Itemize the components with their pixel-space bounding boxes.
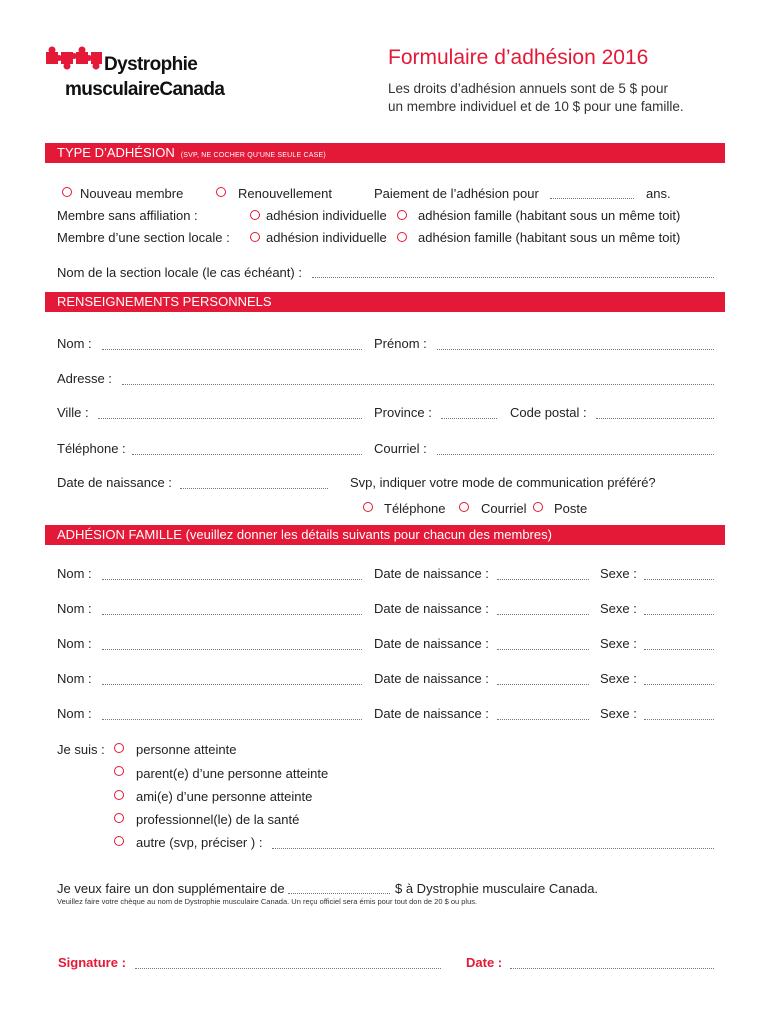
je-suis-option-professional: professionnel(le) de la santé — [136, 812, 300, 827]
donation-suffix: $ à Dystrophie musculaire Canada. — [395, 881, 599, 896]
je-suis-option-patient: personne atteinte — [136, 742, 237, 757]
family-sex-label: Sexe : — [600, 671, 637, 686]
first-name-label: Prénom : — [374, 336, 427, 351]
email-label: Courriel : — [374, 441, 427, 456]
subtitle-line1: Les droits d’adhésion annuels sont de 5 $ pour — [388, 81, 668, 96]
family-birth-label: Date de naissance : — [374, 706, 489, 721]
je-suis-radio-parent[interactable] — [114, 766, 124, 776]
postal-code-field[interactable] — [596, 418, 714, 419]
family-name-label: Nom : — [57, 601, 92, 616]
local-member-label: Membre d’une section locale : — [57, 230, 230, 245]
family-sex-label: Sexe : — [600, 566, 637, 581]
section-band-family — [45, 525, 725, 545]
city-label: Ville : — [57, 405, 89, 420]
je-suis-label: Je suis : — [57, 742, 105, 757]
family-sex-label: Sexe : — [600, 706, 637, 721]
family-name-field[interactable] — [102, 684, 362, 685]
province-field[interactable] — [441, 418, 497, 419]
family-name-label: Nom : — [57, 706, 92, 721]
address-label: Adresse : — [57, 371, 112, 386]
section-note-type: (SVP, NE COCHER QU’UNE SEULE CASE) — [180, 152, 326, 159]
section-band-personal — [45, 292, 725, 312]
birth-date-field[interactable] — [180, 488, 328, 489]
family-sex-field[interactable] — [644, 579, 714, 580]
comm-email-radio[interactable] — [459, 502, 469, 512]
unaffiliated-family-radio[interactable] — [397, 210, 407, 220]
postal-code-label: Code postal : — [510, 405, 587, 420]
family-sex-field[interactable] — [644, 649, 714, 650]
signature-field[interactable] — [135, 968, 441, 969]
new-member-label: Nouveau membre — [80, 186, 184, 201]
family-birth-label: Date de naissance : — [374, 671, 489, 686]
family-sex-label: Sexe : — [600, 636, 637, 651]
je-suis-radio-patient[interactable] — [114, 743, 124, 753]
form-title: Formulaire d’adhésion 2016 — [388, 46, 649, 69]
family-birth-field[interactable] — [497, 614, 589, 615]
je-suis-option-parent: parent(e) d’une personne atteinte — [136, 766, 329, 781]
family-birth-label: Date de naissance : — [374, 636, 489, 651]
date-field[interactable] — [510, 968, 714, 969]
family-name-field[interactable] — [102, 719, 362, 720]
family-birth-field[interactable] — [497, 649, 589, 650]
family-name-label: Nom : — [57, 566, 92, 581]
comm-phone-label: Téléphone — [384, 501, 446, 516]
donation-label: Je veux faire un don supplémentaire de — [57, 881, 285, 896]
comm-mail-label: Poste — [554, 501, 588, 516]
family-name-field[interactable] — [102, 614, 362, 615]
local-family-label: adhésion famille (habitant sous un même toit) — [418, 230, 681, 245]
subtitle-line2: un membre individuel et de 10 $ pour une famille. — [388, 99, 684, 114]
logo-puzzle-icon — [44, 46, 104, 74]
family-name-label: Nom : — [57, 671, 92, 686]
last-name-label: Nom : — [57, 336, 92, 351]
section-title-type: TYPE D’ADHÉSION — [57, 145, 175, 160]
je-suis-radio-other[interactable] — [114, 836, 124, 846]
new-member-radio[interactable] — [62, 187, 72, 197]
city-field[interactable] — [98, 418, 362, 419]
family-birth-label: Date de naissance : — [374, 566, 489, 581]
comm-question: Svp, indiquer votre mode de communication préféré? — [350, 475, 656, 490]
local-family-radio[interactable] — [397, 232, 407, 242]
comm-mail-radio[interactable] — [533, 502, 543, 512]
family-sex-field[interactable] — [644, 684, 714, 685]
logo-text-line2: musculaireCanada — [65, 79, 225, 100]
first-name-field[interactable] — [437, 349, 714, 350]
unaffiliated-family-label: adhésion famille (habitant sous un même toit) — [418, 208, 681, 223]
payment-label: Paiement de l’adhésion pour — [374, 186, 539, 201]
local-individual-label: adhésion individuelle — [266, 230, 387, 245]
family-birth-field[interactable] — [497, 684, 589, 685]
address-field[interactable] — [122, 384, 714, 385]
je-suis-option-friend: ami(e) d’une personne atteinte — [136, 789, 313, 804]
local-section-name-field[interactable] — [312, 277, 714, 278]
family-birth-field[interactable] — [497, 719, 589, 720]
unaffiliated-label: Membre sans affiliation : — [57, 208, 198, 223]
phone-field[interactable] — [132, 454, 362, 455]
family-sex-field[interactable] — [644, 614, 714, 615]
local-section-name-label: Nom de la section locale (le cas échéant) : — [57, 265, 302, 280]
birth-date-label: Date de naissance : — [57, 475, 172, 490]
family-name-field[interactable] — [102, 579, 362, 580]
province-label: Province : — [374, 405, 432, 420]
local-individual-radio[interactable] — [250, 232, 260, 242]
signature-label: Signature : — [58, 955, 126, 970]
payment-years-field[interactable] — [550, 198, 634, 199]
family-name-field[interactable] — [102, 649, 362, 650]
renewal-radio[interactable] — [216, 187, 226, 197]
payment-suffix: ans. — [646, 186, 671, 201]
unaffiliated-individual-label: adhésion individuelle — [266, 208, 387, 223]
family-birth-field[interactable] — [497, 579, 589, 580]
section-title-personal: RENSEIGNEMENTS PERSONNELS — [57, 294, 272, 309]
date-label: Date : — [466, 955, 503, 970]
logo-text-line1: Dystrophie — [104, 54, 198, 75]
email-field[interactable] — [437, 454, 714, 455]
donation-amount-field[interactable] — [288, 893, 390, 894]
comm-phone-radio[interactable] — [363, 502, 373, 512]
renewal-label: Renouvellement — [238, 186, 332, 201]
family-birth-label: Date de naissance : — [374, 601, 489, 616]
family-sex-field[interactable] — [644, 719, 714, 720]
donation-note: Veuillez faire votre chèque au nom de Dystrophie musculaire Canada. Un reçu officiel sera émis pour tout don de 20 $ ou plus. — [57, 897, 478, 906]
family-name-label: Nom : — [57, 636, 92, 651]
comm-email-label: Courriel — [481, 501, 527, 516]
je-suis-option-other: autre (svp, préciser ) : — [136, 835, 263, 850]
je-suis-radio-friend[interactable] — [114, 790, 124, 800]
last-name-field[interactable] — [102, 349, 362, 350]
unaffiliated-individual-radio[interactable] — [250, 210, 260, 220]
section-band-type — [45, 143, 725, 163]
family-sex-label: Sexe : — [600, 601, 637, 616]
je-suis-radio-professional[interactable] — [114, 813, 124, 823]
phone-label: Téléphone : — [57, 441, 126, 456]
section-title-family: ADHÉSION FAMILLE (veuillez donner les détails suivants pour chacun des membres) — [57, 527, 552, 542]
je-suis-other-field[interactable] — [272, 848, 714, 849]
